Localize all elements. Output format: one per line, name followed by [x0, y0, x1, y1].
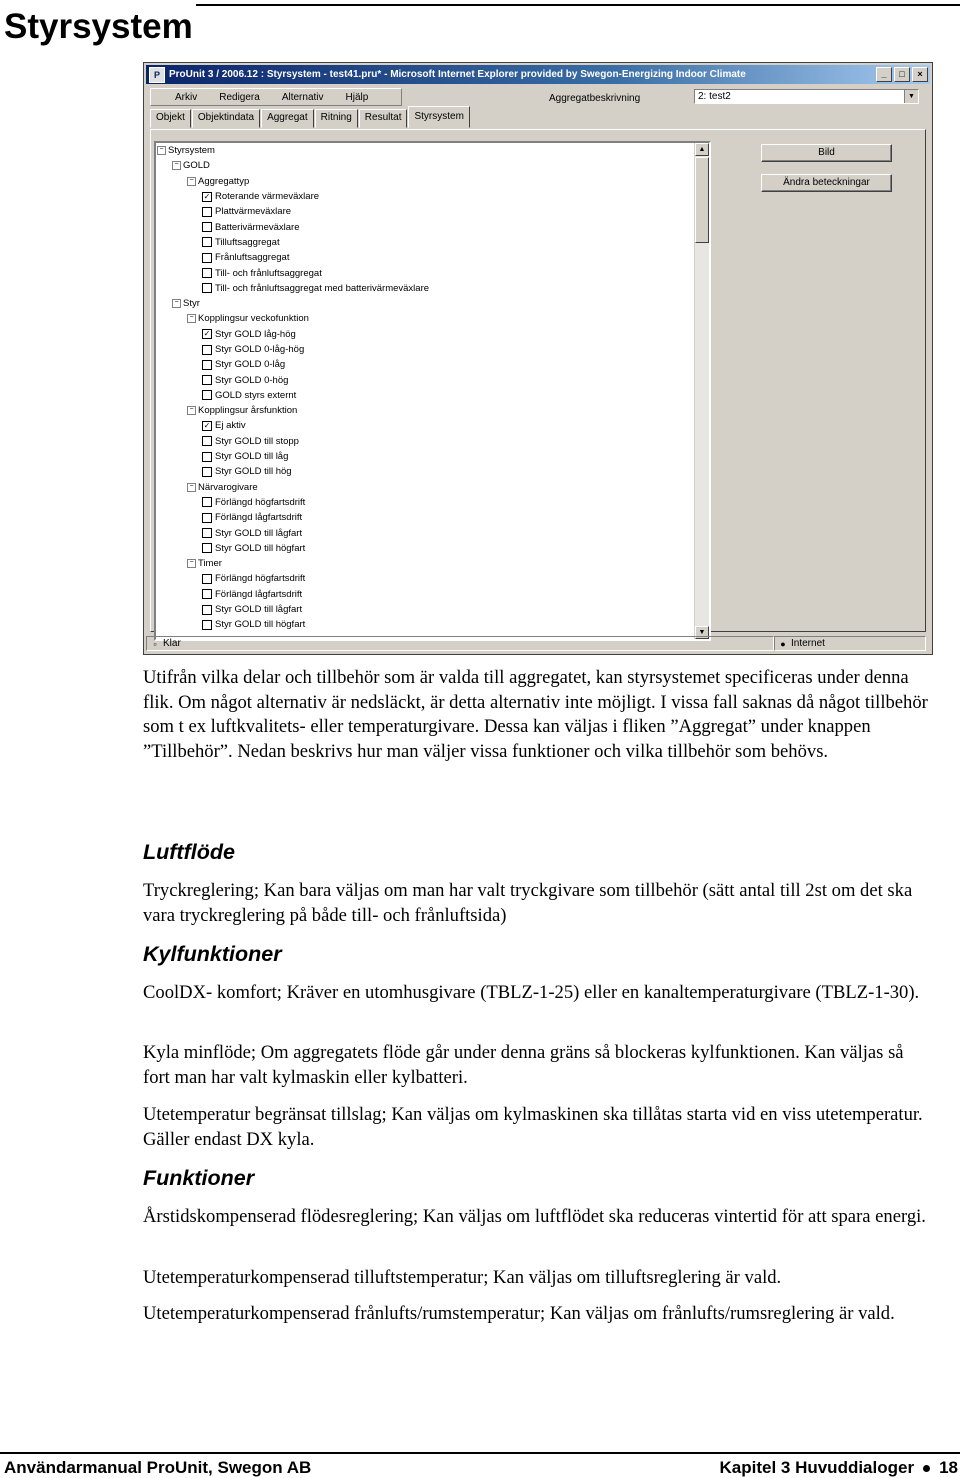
footer-rule [0, 1452, 960, 1454]
window-title: ProUnit 3 / 2006.12 : Styrsystem - test41.pru* - Microsoft Internet Explorer provided by Swegon-Energizing Indoor Climate [169, 69, 746, 80]
footer-manual-title: Användarmanual ProUnit, Swegon AB [4, 1458, 312, 1477]
maximize-button[interactable]: □ [894, 67, 910, 82]
tree-checkbox-item[interactable] [156, 418, 709, 433]
tree-item-label: Styr GOLD till lågfart [215, 604, 303, 616]
collapse-icon[interactable]: − [172, 299, 181, 308]
tree-checkbox-item[interactable] [156, 265, 709, 280]
tree-item-label: Styr GOLD 0-låg-hög [215, 344, 305, 355]
tree-item-label: Batterivärmeväxlare [215, 221, 300, 233]
tree-checkbox-item[interactable] [156, 388, 709, 403]
scroll-down-icon[interactable]: ▼ [695, 626, 709, 639]
tree-checkbox-item[interactable] [156, 495, 709, 510]
checkbox-icon[interactable] [202, 528, 212, 538]
tree-node[interactable] [156, 296, 709, 311]
title-rule [196, 4, 960, 6]
heading-funktioner: Funktioner [143, 1166, 255, 1190]
checkbox-icon[interactable] [202, 390, 212, 400]
tree-checkbox-item[interactable] [156, 372, 709, 387]
status-zone [774, 636, 926, 651]
footer-chapter [719, 1458, 958, 1478]
tab-bar [150, 108, 471, 128]
tab-objekt[interactable]: Objekt [150, 109, 191, 128]
aggregate-select-value: 2: test2 [698, 91, 731, 102]
checkbox-icon[interactable] [202, 467, 212, 477]
checkbox-icon[interactable]: ✓ [203, 329, 211, 339]
menu-alternativ[interactable]: Alternativ [281, 91, 324, 103]
tree-checkbox-item[interactable] [156, 204, 709, 219]
checkbox-icon[interactable] [202, 237, 212, 247]
paragraph-arstid: Årstidskompenserad flödesreglering; Kan väljas om luftflödet ska reduceras vintertid för att spara energi. [143, 1206, 926, 1227]
bild-button[interactable]: Bild [761, 144, 892, 162]
tree-checkbox-item[interactable] [156, 464, 709, 479]
checkbox-icon[interactable] [202, 253, 212, 263]
tree-checkbox-item[interactable] [156, 602, 709, 617]
tree-rows [156, 143, 709, 633]
footer-chapter-text: Kapitel 3 Huvuddialoger [719, 1458, 915, 1477]
window-titlebar[interactable] [146, 65, 930, 84]
paragraph-franluft: Utetemperaturkompenserad frånlufts/rumstemperatur; Kan väljas om frånlufts/rumsreglering är vald. [143, 1303, 895, 1324]
collapse-icon[interactable]: − [187, 177, 196, 186]
aggregate-label: Aggregatbeskrivning [549, 93, 641, 104]
globe-icon: ● [780, 638, 786, 649]
checkbox-icon[interactable] [202, 222, 212, 232]
tree-checkbox-item[interactable] [156, 434, 709, 449]
scroll-up-icon[interactable]: ▲ [695, 143, 709, 156]
tree-item-label: Kopplingsur veckofunktion [198, 313, 309, 325]
checkbox-icon[interactable] [202, 207, 212, 217]
close-button[interactable]: × [912, 67, 928, 82]
tree-item-label: GOLD styrs externt [215, 389, 297, 401]
tree-item-label: Ej aktiv [215, 420, 246, 432]
tree-item-label: GOLD [183, 160, 210, 172]
tab-ritning[interactable]: Ritning [315, 109, 358, 128]
tree-item-label: Kopplingsur årsfunktion [198, 405, 298, 417]
tree-node[interactable] [156, 158, 709, 173]
tree-checkbox-item[interactable] [156, 541, 709, 556]
checkbox-icon[interactable]: ✓ [203, 420, 211, 430]
tree-item-label: Styr GOLD till stopp [215, 435, 299, 447]
tree-checkbox-item[interactable] [156, 587, 709, 602]
tree-item-label: Styr GOLD till hög [215, 466, 292, 478]
tree-checkbox-item[interactable] [156, 571, 709, 586]
footer-page-number: 18 [939, 1458, 958, 1477]
tab-objektindata[interactable]: Objektindata [192, 109, 260, 128]
tree-checkbox-item[interactable] [156, 327, 709, 342]
tree-checkbox-item[interactable] [156, 357, 709, 372]
heading-kylfunktioner: Kylfunktioner [143, 942, 282, 966]
aggregate-select[interactable] [694, 89, 919, 104]
tree-item-label: Plattvärmeväxlare [215, 206, 292, 218]
page-title: Styrsystem [4, 7, 193, 46]
tree-item-label: Timer [198, 558, 222, 570]
checkbox-icon[interactable] [202, 497, 212, 507]
scroll-thumb[interactable] [695, 157, 709, 243]
tree-item-label: Styr [183, 298, 200, 310]
checkbox-icon[interactable] [202, 574, 212, 584]
tree-item-label: Till- och frånluftsaggregat [215, 267, 322, 279]
paragraph-tilluft: Utetemperaturkompenserad tilluftstemperatur; Kan väljas om tilluftsreglering är vald. [143, 1267, 782, 1288]
tree-item-label: Styr GOLD 0-hög [215, 374, 289, 386]
tree-node[interactable] [156, 556, 709, 571]
status-text: Klar [163, 638, 181, 649]
collapse-icon[interactable]: − [157, 146, 166, 155]
page-icon: ▫ [153, 638, 157, 649]
tree-scrollbar[interactable] [694, 143, 709, 639]
tree-item-label: Styrsystem [168, 145, 215, 157]
collapse-icon[interactable]: − [187, 559, 196, 568]
tree-checkbox-item[interactable] [156, 449, 709, 464]
tree-checkbox-item[interactable] [156, 250, 709, 265]
checkbox-icon[interactable] [202, 268, 212, 278]
checkbox-icon[interactable] [202, 360, 212, 370]
status-left [146, 636, 774, 651]
tree-item-label: Styr GOLD till lågfart [215, 527, 303, 539]
bullet-icon [923, 1465, 930, 1472]
tree-item-label: Frånluftsaggregat [215, 252, 290, 264]
collapse-icon[interactable]: − [172, 161, 181, 170]
paragraph-tryckreglering: Tryckreglering; Kan bara väljas om man har valt tryckgivare som tillbehör (sätt antal till 2st om det ska vara tryckreglering på både till- och frånluftsida) [143, 880, 913, 926]
tree-checkbox-item[interactable] [156, 219, 709, 234]
tab-resultat[interactable]: Resultat [359, 109, 408, 128]
tab-styrsystem[interactable]: Styrsystem [408, 106, 469, 128]
control-system-tree[interactable] [154, 141, 711, 641]
tree-checkbox-item[interactable] [156, 342, 709, 357]
tree-checkbox-item[interactable] [156, 281, 709, 296]
status-bar [146, 635, 930, 652]
tree-node[interactable] [156, 143, 709, 158]
app-window-screenshot [143, 62, 933, 655]
tree-item-label: Förlängd lågfartsdrift [215, 588, 303, 600]
dropdown-arrow-icon[interactable]: ▼ [904, 90, 918, 103]
tree-checkbox-item[interactable] [156, 617, 709, 632]
tree-item-label: Förlängd högfartsdrift [215, 496, 306, 508]
collapse-icon[interactable]: − [187, 483, 196, 492]
checkbox-icon[interactable] [202, 452, 212, 462]
checkbox-icon[interactable] [202, 513, 212, 523]
intro-paragraph: Utifrån vilka delar och tillbehör som är valda till aggregatet, kan styrsystemet specificeras under denna flik. Om något alternativ är nedsläckt, är detta alternativ inte möjligt. I vissa fall saknas då något tillbehör som t ex luftkvalitets- eller temperaturgivare. Dessa kan väljas i fliken ”Aggregat” under knappen ”Tillbehör”. Nedan beskrivs hur man väljer vissa funktioner och vilka tillbehör som behövs. [143, 667, 928, 762]
menu-arkiv[interactable]: Arkiv [175, 91, 198, 103]
tree-checkbox-item[interactable] [156, 189, 709, 204]
menu-hjalp[interactable]: Hjälp [345, 91, 369, 103]
app-icon: P [149, 67, 165, 83]
tree-item-label: Förlängd lågfartsdrift [215, 512, 303, 524]
tree-node[interactable] [156, 311, 709, 326]
tree-item-label: Till- och frånluftsaggregat med batterivärmeväxlare [215, 282, 430, 294]
checkbox-icon[interactable] [202, 620, 212, 630]
checkbox-icon[interactable] [202, 589, 212, 599]
heading-luftflode: Luftflöde [143, 840, 235, 864]
tree-item-label: Roterande värmeväxlare [215, 191, 320, 203]
menu-redigera[interactable]: Redigera [219, 91, 260, 103]
checkbox-icon[interactable] [202, 605, 212, 615]
tree-item-label: Styr GOLD 0-låg [215, 359, 286, 371]
checkbox-icon[interactable] [202, 436, 212, 446]
tree-item-label: Styr GOLD låg-hög [215, 328, 296, 340]
menu-bar [150, 88, 402, 106]
tree-node[interactable] [156, 174, 709, 189]
andra-beteckningar-button[interactable]: Ändra beteckningar [761, 174, 892, 192]
collapse-icon[interactable]: − [187, 406, 196, 415]
paragraph-utetemperatur: Utetemperatur begränsat tillslag; Kan väljas om kylmaskinen ska tillåtas starta vid en viss utetemperatur. Gäller endast DX kyla. [143, 1104, 923, 1150]
tree-checkbox-item[interactable] [156, 525, 709, 540]
checkbox-icon[interactable] [202, 375, 212, 385]
minimize-button[interactable]: _ [876, 67, 892, 82]
tab-aggregat[interactable]: Aggregat [261, 109, 314, 128]
paragraph-kyla-minflode: Kyla minflöde; Om aggregatets flöde går under denna gräns så blockeras kylfunktionen. Kan väljas så fort man har valt kylmaskin eller kylbatteri. [143, 1042, 904, 1088]
tree-item-label: Styr GOLD till högfart [215, 619, 306, 631]
checkbox-icon[interactable] [202, 345, 212, 355]
status-zone-text: Internet [791, 638, 825, 649]
tree-checkbox-item[interactable] [156, 510, 709, 525]
tree-item-label: Styr GOLD till högfart [215, 542, 306, 554]
tree-item-label: Styr GOLD till låg [215, 451, 289, 463]
tree-checkbox-item[interactable] [156, 235, 709, 250]
tree-item-label: Förlängd högfartsdrift [215, 573, 306, 585]
checkbox-icon[interactable] [202, 543, 212, 553]
checkbox-icon[interactable]: ✓ [203, 191, 211, 201]
tree-item-label: Aggregattyp [198, 175, 250, 187]
checkbox-icon[interactable] [202, 283, 212, 293]
tree-node[interactable] [156, 403, 709, 418]
tree-node[interactable] [156, 480, 709, 495]
collapse-icon[interactable]: − [187, 314, 196, 323]
paragraph-cooldx: CoolDX- komfort; Kräver en utomhusgivare (TBLZ-1-25) eller en kanaltemperaturgivare (TBLZ-1-30). [143, 982, 920, 1003]
tree-item-label: Närvarogivare [198, 481, 258, 493]
tree-item-label: Tilluftsaggregat [215, 236, 280, 248]
